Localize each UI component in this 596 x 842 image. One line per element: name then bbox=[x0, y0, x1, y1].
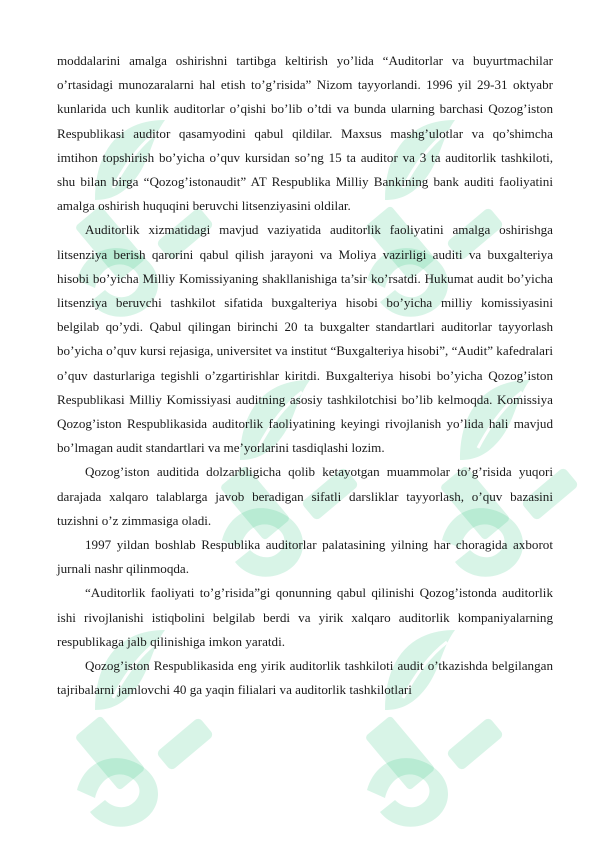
paragraph: moddalarini amalga oshirishni tartibga keltirish yo’lida “Auditorlar va buyurtmachilar o’rtasidagi munozaralarni hal etish to’g’risida” Nizom tayyorlandi. 1996 yil 29-31 oktyabr kunlarida uch kunlik auditorlar o’qishi bo’lib o’tdi va bunda ularning barchasi Qozog’iston Respublikasi auditor qasamyodini qabul qildilar. Maxsus mashg’ulotlar va qo’shimcha imtihon topshirish bo’yicha o’quv kursidan so’ng 15 ta auditor va 3 ta auditorlik tashkiloti, shu bilan birga “Qozog’istonaudit” AT Respublika Milliy Bankining bank auditi faoliyatini amalga oshirish huquqini beruvchi litsenziyasini oldilar. bbox=[57, 53, 553, 214]
paragraph: Qozog’iston Respublikasida eng yirik auditorlik tashkiloti audit o’tkazishda belgilangan tajribalarni jamlovchi 40 ga yaqin filialari va auditorlik tashkilotlari bbox=[57, 658, 553, 698]
paragraph: 1997 yildan boshlab Respublika auditorlar palatasining yilning har choragida axborot jurnali nashr qilinmoqda. bbox=[57, 537, 553, 577]
document-body bbox=[57, 49, 553, 702]
paragraph: Qozog’iston auditida dolzarbligicha qolib ketayotgan muammolar to’g’risida yuqori darajada xalqaro talablarga javob beradigan sifatli darsliklar tayyorlash, o’quv bazasini tuzishni o’z zimmasiga oladi. bbox=[57, 464, 553, 528]
paragraph: “Auditorlik faoliyati to’g’risida”gi qonunning qabul qilinishi Qozog’istonda auditorlik ishi rivojlanishi istiqbolini belgilab berdi va yirik xalqaro auditorlik kompaniyalarning respublikaga jalb qilinishiga imkon yaratdi. bbox=[57, 585, 553, 649]
paragraph: Auditorlik xizmatidagi mavjud vaziyatida auditorlik faoliyatini amalga oshirishga litsenziya berish qarorini qabul qilish jarayoni va Moliya vazirligi auditi va buxgalteriya hisobi bo’yicha Milliy Komissiyaning shakllanishiga ta’sir ko’rsatdi. Hukumat audit bo’yicha litsenziya beruvchi tashkilot sifatida buxgalteriya hisobi bo’yicha milliy komissiyasini belgilab qo’ydi. Qabul qilingan birinchi 20 ta buxgalter standartlari auditorlar tayyorlash bo’yicha o’quv kursi rejasiga, universitet va institut “Buxgalteriya hisobi”, “Audit” kafedralari o’quv dasturlariga tegishli o’zgartirishlar kiritdi. Buxgalteriya hisobi bo’yicha Qozog’iston Respublikasi Milliy Komissiyasi auditning asosiy tashkilotchisi bo’lib kelmoqda. Komissiya Qozog’iston Respublikasida auditorlik faoliyatining keyingi rivojlanish yo’lida hali mavjud bo’lmagan audit standartlari va me’yorlarini tasdiqlashi lozim. bbox=[57, 222, 553, 456]
